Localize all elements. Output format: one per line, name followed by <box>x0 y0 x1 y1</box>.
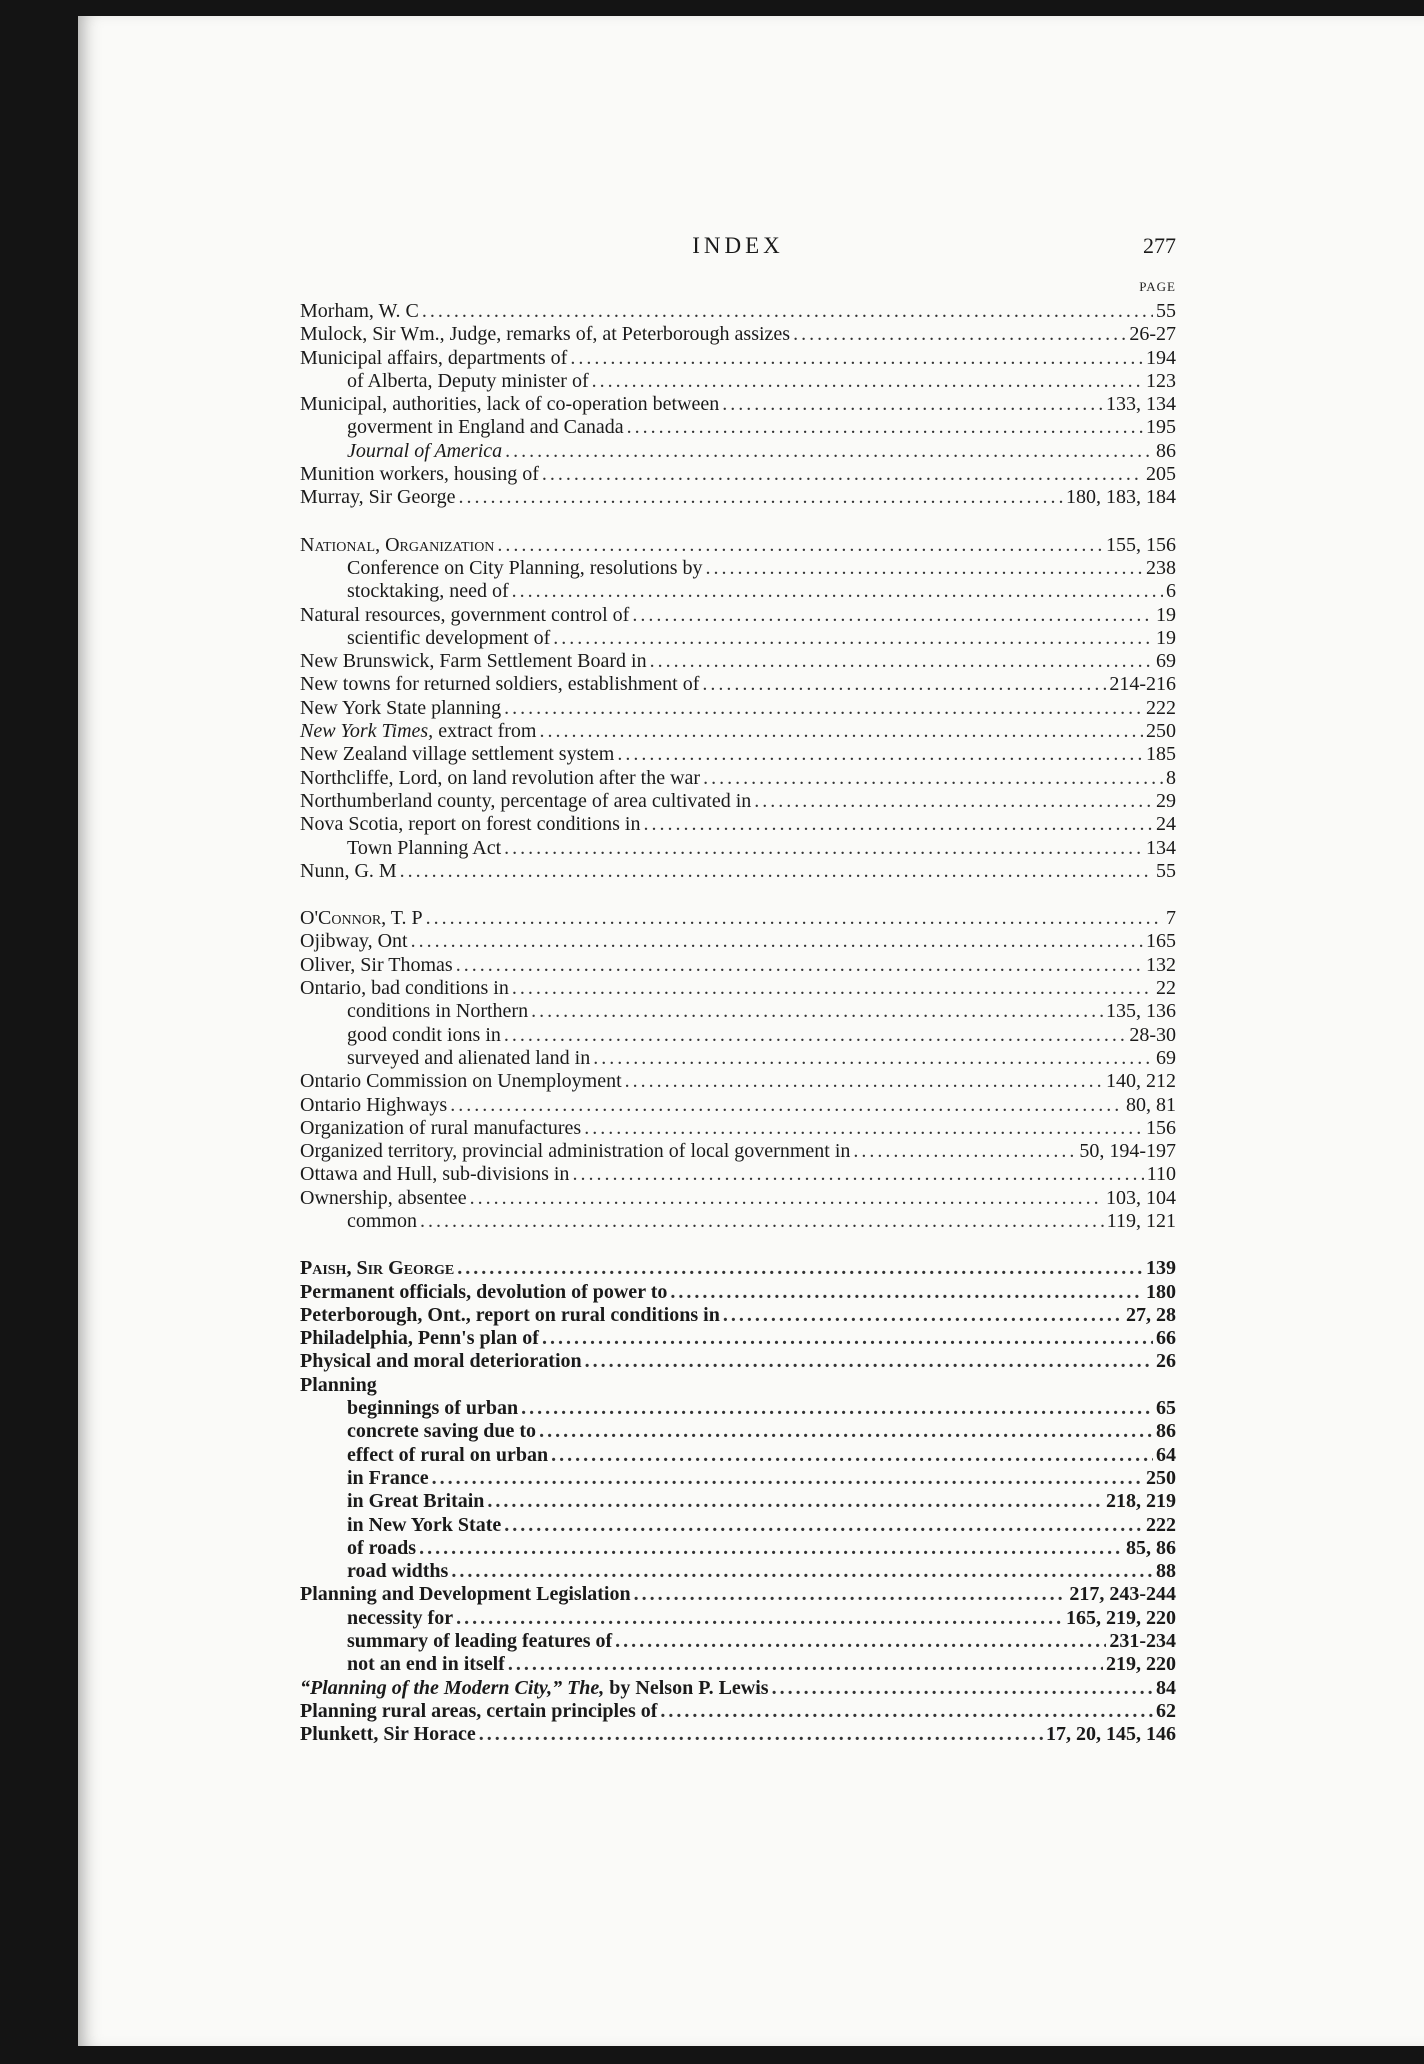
index-term: Northumberland county, percentage of area cultivated in <box>300 789 752 812</box>
index-term: Philadelphia, Penn's plan of <box>300 1327 539 1350</box>
dot-leader <box>456 1607 1063 1630</box>
index-page-refs: 231-234 <box>1109 1630 1176 1653</box>
index-subentry <box>300 580 1176 603</box>
index-term: Conference on City Planning, resolutions by <box>347 556 703 579</box>
index-entry <box>300 1257 1176 1280</box>
index-page-refs: 24 <box>1156 813 1176 836</box>
index-page-refs: 132 <box>1146 953 1176 976</box>
index-subentry <box>300 1467 1176 1490</box>
index-entry <box>300 650 1176 673</box>
dot-leader <box>400 860 1153 883</box>
index-page-refs: 110 <box>1146 1163 1176 1186</box>
index-page-refs: 214-216 <box>1109 673 1176 696</box>
dot-leader <box>504 1024 1126 1047</box>
index-subentry <box>300 1047 1176 1070</box>
index-entry <box>300 790 1176 813</box>
index-term: Plunkett, Sir Horace <box>300 1723 476 1746</box>
dot-leader <box>457 1257 1143 1280</box>
index-term: Peterborough, Ont., report on rural conditions in <box>300 1303 720 1326</box>
index-entry <box>300 767 1176 790</box>
index-term: Ontario Highways <box>300 1093 448 1116</box>
index-page-refs: 86 <box>1156 439 1176 462</box>
index-page-refs: 22 <box>1156 977 1176 1000</box>
dot-leader <box>539 1420 1153 1443</box>
dot-leader <box>487 1490 1103 1513</box>
index-subentry <box>300 1607 1176 1630</box>
index-subentry <box>300 1537 1176 1560</box>
dot-leader <box>505 440 1153 463</box>
index-term: in Great Britain <box>347 1490 485 1513</box>
index-entry <box>300 463 1176 486</box>
index-page-refs: 8 <box>1166 766 1176 789</box>
dot-leader <box>504 1514 1143 1537</box>
index-page-refs: 26 <box>1156 1350 1176 1373</box>
index-page-refs: 222 <box>1146 1513 1176 1536</box>
index-page-refs: 28-30 <box>1129 1023 1176 1046</box>
dot-leader <box>422 300 1153 323</box>
index-page-refs: 165, 219, 220 <box>1066 1606 1176 1629</box>
dot-leader <box>451 1560 1153 1583</box>
index-entry <box>300 1723 1176 1746</box>
dot-leader <box>634 1583 1067 1606</box>
dot-leader <box>432 1467 1143 1490</box>
index-term: O'Connor, T. P <box>300 907 423 930</box>
index-term: surveyed and alienated land in <box>347 1046 591 1069</box>
index-term: Mulock, Sir Wm., Judge, remarks of, at Peterborough assizes <box>300 323 791 346</box>
dot-leader <box>702 673 1106 696</box>
index-entry <box>300 1677 1176 1700</box>
index-term: conditions in Northern <box>347 1000 529 1023</box>
index-term: Planning rural areas, certain principles of <box>300 1699 658 1722</box>
index-term: New towns for returned soldiers, establishment of <box>300 673 700 696</box>
dot-leader <box>539 720 1143 743</box>
index-term: Oliver, Sir Thomas <box>300 953 453 976</box>
dot-leader <box>450 1094 1123 1117</box>
index-page-refs: 50, 194-197 <box>1079 1140 1176 1163</box>
index-page-refs: 180 <box>1146 1280 1176 1303</box>
index-page-refs: 155, 156 <box>1106 533 1176 556</box>
index-term: “Planning of the Modern City,” The, by Nelson P. Lewis <box>300 1676 769 1699</box>
index-subentry <box>300 627 1176 650</box>
dot-leader <box>585 1350 1153 1373</box>
index-term: Town Planning Act <box>347 836 502 859</box>
index-page-refs: 217, 243-244 <box>1069 1583 1176 1606</box>
index-page-refs: 62 <box>1156 1699 1176 1722</box>
dot-leader <box>723 1304 1123 1327</box>
index-page-refs: 133, 134 <box>1106 393 1176 416</box>
dot-leader <box>722 393 1103 416</box>
index-term: Ojibway, Ont <box>300 930 408 953</box>
page-number: 277 <box>1143 233 1176 258</box>
index-entry <box>300 813 1176 836</box>
dot-leader <box>497 534 1103 557</box>
dot-leader <box>504 837 1143 860</box>
index-page-refs: 180, 183, 184 <box>1066 486 1176 509</box>
dot-leader <box>553 627 1153 650</box>
index-page-refs: 205 <box>1146 463 1176 486</box>
index-term: road widths <box>347 1560 449 1583</box>
index-entry <box>300 1094 1176 1117</box>
dot-leader <box>650 650 1153 673</box>
dot-leader <box>592 370 1143 393</box>
index-entry <box>300 534 1176 557</box>
index-page-refs: 80, 81 <box>1126 1093 1176 1116</box>
index-term: in France <box>347 1466 429 1489</box>
dot-leader <box>853 1140 1076 1163</box>
index-page-refs: 88 <box>1156 1560 1176 1583</box>
index-entry <box>300 1374 1176 1397</box>
index-page-refs: 84 <box>1156 1676 1176 1699</box>
dot-leader <box>542 463 1143 486</box>
index-page-refs: 238 <box>1146 556 1176 579</box>
index-term: in New York State <box>347 1513 502 1536</box>
index-term: summary of leading features of <box>347 1630 613 1653</box>
index-entry <box>300 1070 1176 1093</box>
index-subentry <box>300 1560 1176 1583</box>
dot-leader <box>512 580 1163 603</box>
index-page-refs: 250 <box>1146 720 1176 743</box>
dot-leader <box>617 743 1143 766</box>
index-page-refs: 103, 104 <box>1106 1186 1176 1209</box>
index-term: stocktaking, need of <box>347 580 509 603</box>
index-entry <box>300 1327 1176 1350</box>
index-term: Permanent officials, devolution of power to <box>300 1280 668 1303</box>
index-page-refs: 85, 86 <box>1126 1536 1176 1559</box>
index-page-refs: 6 <box>1166 580 1176 603</box>
index-entry <box>300 1281 1176 1304</box>
index-subentry <box>300 557 1176 580</box>
index-term: Ontario, bad conditions in <box>300 977 509 1000</box>
dot-leader <box>793 323 1126 346</box>
dot-leader <box>420 1210 1104 1233</box>
index-term: Organization of rural manufactures <box>300 1116 582 1139</box>
dot-leader <box>470 1187 1103 1210</box>
index-page-refs: 222 <box>1146 696 1176 719</box>
index-page-refs: 218, 219 <box>1106 1490 1176 1513</box>
index-subentry <box>300 1444 1176 1467</box>
dot-leader <box>706 557 1143 580</box>
index-entry <box>300 300 1176 323</box>
index-entry <box>300 720 1176 743</box>
index-subentry <box>300 1653 1176 1676</box>
dot-leader <box>419 1537 1123 1560</box>
index-term: New York Times, extract from <box>300 720 537 743</box>
index-entry <box>300 673 1176 696</box>
dot-leader <box>703 767 1163 790</box>
index-subentry <box>300 837 1176 860</box>
index-term: effect of rural on urban <box>347 1443 549 1466</box>
index-term: common <box>347 1209 417 1232</box>
index-entry <box>300 1187 1176 1210</box>
index-term: Planning <box>300 1373 377 1396</box>
index-entry <box>300 1163 1176 1186</box>
index-subentry <box>300 1630 1176 1653</box>
index-term: Municipal affairs, departments of <box>300 346 568 369</box>
index-term: Organized territory, provincial administration of local government in <box>300 1140 851 1163</box>
index-entry <box>300 604 1176 627</box>
index-page-refs: 140, 212 <box>1106 1070 1176 1093</box>
index-page-refs: 17, 20, 145, 146 <box>1046 1723 1176 1746</box>
index-entry <box>300 1117 1176 1140</box>
index-subentry <box>300 370 1176 393</box>
dot-leader <box>615 1630 1106 1653</box>
index-term: Journal of America <box>347 439 503 462</box>
index-term: Ownership, absentee <box>300 1186 467 1209</box>
index-term: Paish, Sir George <box>300 1257 455 1280</box>
index-page-refs: 250 <box>1146 1466 1176 1489</box>
dot-leader <box>660 1700 1153 1723</box>
index-term: New Brunswick, Farm Settlement Board in <box>300 650 647 673</box>
dot-leader <box>644 813 1154 836</box>
index-term: not an end in itself <box>347 1653 505 1676</box>
dot-leader <box>508 1653 1103 1676</box>
index-term: Munition workers, housing of <box>300 463 539 486</box>
index-term: concrete saving due to <box>347 1420 537 1443</box>
index-subentry <box>300 1514 1176 1537</box>
running-header <box>300 233 1176 263</box>
index-entry <box>300 347 1176 370</box>
index-page-refs: 26-27 <box>1129 323 1176 346</box>
index-page-refs: 69 <box>1156 650 1176 673</box>
index-term: good condit ions in <box>347 1023 501 1046</box>
index-term: Planning and Development Legislation <box>300 1583 631 1606</box>
dot-leader <box>570 347 1143 370</box>
index-entry <box>300 393 1176 416</box>
index-page-refs: 19 <box>1156 603 1176 626</box>
index-term: beginnings of urban <box>347 1397 519 1420</box>
dot-leader <box>521 1397 1153 1420</box>
index-subentry <box>300 416 1176 439</box>
index-term: Murray, Sir George <box>300 486 456 509</box>
index-subentry <box>300 1210 1176 1233</box>
index-subentry <box>300 1000 1176 1023</box>
index-page-refs: 55 <box>1156 300 1176 322</box>
index-page-refs: 65 <box>1156 1397 1176 1420</box>
index-term: of roads <box>347 1536 417 1559</box>
dot-leader <box>411 930 1143 953</box>
dot-leader <box>426 907 1163 930</box>
index-term: of Alberta, Deputy minister of <box>347 369 589 392</box>
dot-leader <box>754 790 1153 813</box>
dot-leader <box>584 1117 1143 1140</box>
index-term: Morham, W. C <box>300 300 419 322</box>
index-page-refs: 134 <box>1146 836 1176 859</box>
index-page-refs: 86 <box>1156 1420 1176 1443</box>
dot-leader <box>627 416 1143 439</box>
index-page-refs: 139 <box>1146 1257 1176 1280</box>
dot-leader <box>670 1281 1143 1304</box>
dot-leader <box>772 1677 1153 1700</box>
index-subentry <box>300 1024 1176 1047</box>
index-term: Ottawa and Hull, sub-divisions in <box>300 1163 570 1186</box>
index-entry <box>300 1304 1176 1327</box>
index-entry <box>300 907 1176 930</box>
index-term: Physical and moral deterioration <box>300 1350 582 1373</box>
index-term: necessity for <box>347 1606 454 1629</box>
index-page-refs: 27, 28 <box>1126 1303 1176 1326</box>
index-entry <box>300 486 1176 509</box>
index-entry <box>300 697 1176 720</box>
dot-leader <box>551 1444 1153 1467</box>
dot-leader <box>593 1047 1153 1070</box>
index-entry <box>300 1140 1176 1163</box>
index-subentry <box>300 1420 1176 1443</box>
dot-leader <box>456 954 1143 977</box>
index-subentry <box>300 1397 1176 1420</box>
index-page-refs: 64 <box>1156 1443 1176 1466</box>
index-entry <box>300 954 1176 977</box>
index-term: Nova Scotia, report on forest conditions in <box>300 813 641 836</box>
index-entry <box>300 977 1176 1000</box>
index-entry <box>300 860 1176 883</box>
index-page-refs: 135, 136 <box>1106 1000 1176 1023</box>
dot-leader <box>459 486 1063 509</box>
index-entry <box>300 1700 1176 1723</box>
index-page-refs: 195 <box>1146 416 1176 439</box>
index-page-refs: 66 <box>1156 1327 1176 1350</box>
index-subentry <box>300 1490 1176 1513</box>
index-page-refs: 185 <box>1146 743 1176 766</box>
index-page-refs: 123 <box>1146 369 1176 392</box>
index-entry <box>300 743 1176 766</box>
page-title: INDEX <box>692 233 784 258</box>
index-page-refs: 29 <box>1156 789 1176 812</box>
dot-leader <box>479 1723 1043 1746</box>
index-page-refs: 55 <box>1156 859 1176 882</box>
index-subentry <box>300 440 1176 463</box>
index-entry <box>300 323 1176 346</box>
index-term: Ontario Commission on Unemployment <box>300 1070 622 1093</box>
index-list <box>300 300 1176 1747</box>
index-term: Municipal, authorities, lack of co-operation between <box>300 393 720 416</box>
dot-leader <box>625 1070 1103 1093</box>
index-entry <box>300 930 1176 953</box>
index-page-refs: 194 <box>1146 346 1176 369</box>
index-entry <box>300 1583 1176 1606</box>
dot-leader <box>572 1163 1143 1186</box>
index-page-refs: 219, 220 <box>1106 1653 1176 1676</box>
index-page-refs: 69 <box>1156 1046 1176 1069</box>
index-term: Nunn, G. M <box>300 859 397 882</box>
index-term: New York State planning <box>300 696 502 719</box>
index-term: Natural resources, government control of <box>300 603 630 626</box>
index-term: scientific development of <box>347 626 551 649</box>
index-page-refs: 165 <box>1146 930 1176 953</box>
index-page-refs: 19 <box>1156 626 1176 649</box>
index-term: New Zealand village settlement system <box>300 743 615 766</box>
index-term: National, Organization <box>300 533 495 556</box>
index-page-refs: 7 <box>1166 907 1176 930</box>
dot-leader <box>531 1000 1103 1023</box>
index-page-refs: 119, 121 <box>1106 1209 1176 1232</box>
index-page-refs: 156 <box>1146 1116 1176 1139</box>
dot-leader <box>542 1327 1153 1350</box>
page-column-label: PAGE <box>1139 279 1176 294</box>
index-term: goverment in England and Canada <box>347 416 624 439</box>
dot-leader <box>512 977 1153 1000</box>
index-term: Northcliffe, Lord, on land revolution after the war <box>300 766 701 789</box>
dot-leader <box>504 697 1143 720</box>
dot-leader <box>632 604 1153 627</box>
index-entry <box>300 1350 1176 1373</box>
